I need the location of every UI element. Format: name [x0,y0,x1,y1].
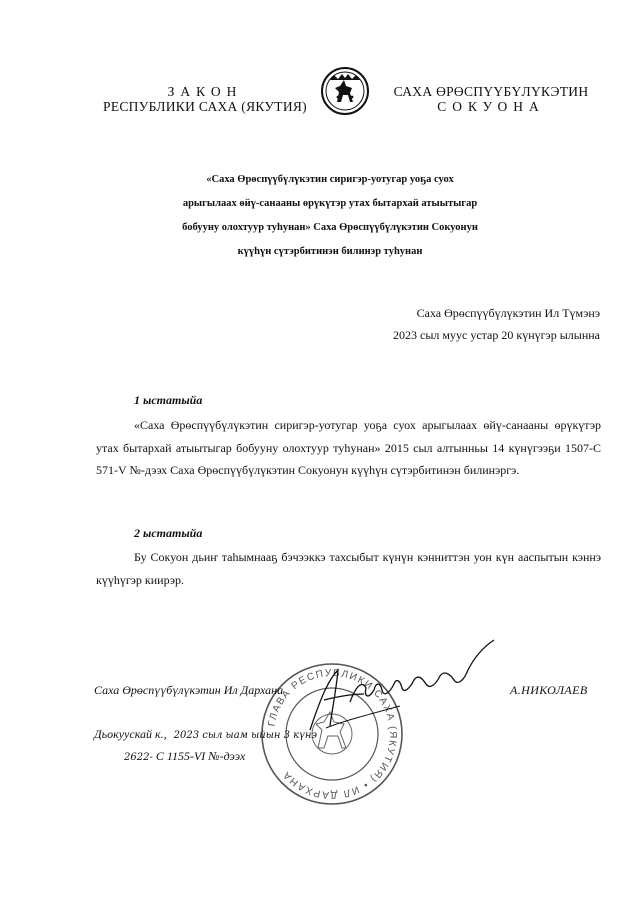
article-2-heading: 2 ыстатыйа [134,526,203,540]
header-left [88,84,322,114]
header-right [378,84,604,114]
seal-ring-text: ГЛАВА РЕСПУБЛИКИ САХА (ЯКУТИЯ) • ИЛ ДАРХАНА [266,667,399,801]
republic-label: РЕСПУБЛИКИ САХА (ЯКУТИЯ) [103,99,307,114]
signatory-position: Саха Өрөспүүбүлүкэтин Ил Дархана [94,683,284,697]
coat-of-arms-emblem [320,66,370,116]
article-1-heading: 1 ыстатыйа [134,393,203,407]
signing-place-line [94,727,317,742]
law-label: ЗАКОН [167,84,243,99]
title-line: «Саха Өрөспүүбүлүкэтин сиригэр-уотугар уоҕа суох [206,174,454,185]
title-line: арыгылаах өйү-санааны өрүкүтэр утах бытархай атыытыгар [182,198,478,209]
law-label-sakha: СОКУОНА [437,99,545,114]
signing-place: Дьокуускай к., [94,727,167,741]
adopting-body: Саха Өрөспүүбүлүкэтин Ил Түмэнэ [416,306,600,320]
law-number-line [124,749,245,764]
document-title [120,168,540,264]
republic-label-sakha: САХА ӨРӨСПҮҮБҮЛҮКЭТИН [393,84,589,99]
adoption-date: 2023 сыл муус устар 20 күнүгэр ылынна [393,328,600,342]
law-number: С 1155-VI №-дээх [155,749,246,763]
article-2-text: Бу Сокуон дьиҥ таһымнааҕ бэчээккэ тахсыбыт күнүн кэнниттэн уон күн ааспытын кэннэ күүһүгэр киирэр. [96,550,601,587]
law-number-handwritten: 2622- [124,752,153,763]
signatory-name: А.НИКОЛАЕВ [510,683,588,697]
handwritten-signature [280,630,510,740]
title-line: бобууну олохтуур туһунан» Саха Өрөспүүбүлүкэтин Сокуонун [182,222,478,233]
title-line: күүһүн сүтэрбитинэн билинэр туһунан [237,246,423,257]
adoption-info [393,302,600,346]
signing-date-handwritten: 2023 сыл ыам ыйын 3 күнэ [173,730,318,741]
article-1-text: «Саха Өрөспүүбүлүкэтин сиригэр-уотугар уоҕа суох арыгылаах өйү-санааны өрүкүтэр утах бытархай атыытыгар бобууну олохтуур туһунан» 2015 сыл алтынньы 14 күнүгээҕи 1507-С 571-V №-дээх Саха Өрөспүүбүлүкэтин Сокуонун күүһүн сүтэрбитинэн билинэргэ. [96,418,601,477]
